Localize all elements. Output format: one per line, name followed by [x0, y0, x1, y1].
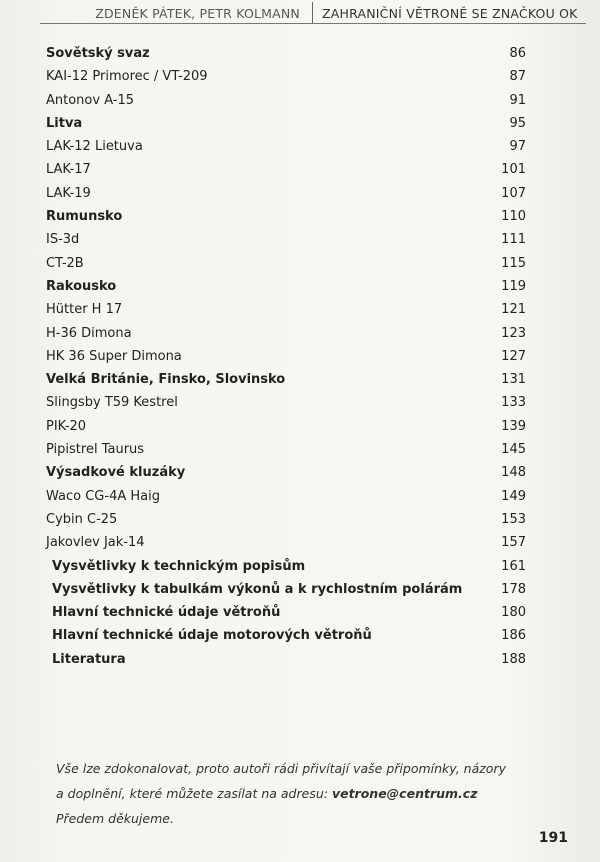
header-authors: ZDENĚK PÁTEK, PETR KOLMANN — [95, 6, 300, 21]
toc-entry-row — [46, 252, 526, 275]
header-title: ZAHRANIČNÍ VĚTRONĚ SE ZNAČKOU OK — [322, 6, 578, 21]
toc-section-row — [46, 648, 526, 671]
toc-page-number: 131 — [501, 372, 526, 388]
toc-page-number: 121 — [501, 302, 526, 318]
toc-label: Literatura — [52, 651, 126, 667]
toc-entry-row — [46, 89, 526, 112]
toc-section-row — [46, 601, 526, 624]
toc-section-row — [46, 578, 526, 601]
toc-label: Litva — [46, 115, 83, 131]
toc-page-number: 101 — [501, 162, 526, 178]
toc-page-number: 139 — [501, 418, 526, 434]
toc-page-number: 148 — [501, 465, 526, 481]
toc-page-number: 119 — [501, 278, 526, 294]
toc-page-number: 186 — [501, 628, 526, 644]
contact-email: vetrone@centrum.cz — [331, 786, 478, 801]
toc-page-number: 95 — [509, 115, 526, 131]
toc-page-number: 87 — [509, 69, 526, 85]
toc-label: Antonov A-15 — [46, 92, 135, 108]
toc-section-row — [46, 112, 526, 135]
toc-label: Hlavní technické údaje větroňů — [52, 605, 281, 621]
toc-page-number: 110 — [501, 209, 526, 225]
toc-page-number: 153 — [501, 511, 526, 527]
toc-page-number: 127 — [501, 348, 526, 364]
toc-label: Vysvětlivky k tabulkám výkonů a k rychlostním polárám — [52, 581, 463, 597]
toc-section-row — [46, 368, 526, 391]
toc-label: Hütter H 17 — [46, 302, 123, 318]
toc-label: Hlavní technické údaje motorových větroňů — [52, 628, 372, 644]
note-line-1: Vše lze zdokonalovat, proto autoři rádi přivítají vaše připomínky, názory — [56, 761, 506, 776]
toc-label: Velká Británie, Finsko, Slovinsko — [46, 372, 286, 388]
toc-label: LAK-12 Lietuva — [46, 139, 143, 155]
toc-entry-row — [46, 531, 526, 554]
toc-section-row — [46, 275, 526, 298]
toc-entry-row — [46, 158, 526, 181]
toc-entry-row — [46, 322, 526, 345]
toc-entry-row — [46, 345, 526, 368]
toc-page-number: 178 — [501, 581, 526, 597]
toc-section-row — [46, 624, 526, 647]
toc-entry-row — [46, 228, 526, 251]
toc-label: Waco CG-4A Haig — [46, 488, 160, 504]
toc-label: LAK-17 — [46, 162, 91, 178]
toc-page-number: 91 — [509, 92, 526, 108]
toc-label: Rumunsko — [46, 209, 123, 225]
toc-label: Rakousko — [46, 278, 117, 294]
toc-section-row — [46, 555, 526, 578]
toc-page-number: 86 — [509, 46, 526, 61]
toc-page-number: 111 — [501, 232, 526, 248]
toc-page-number: 115 — [501, 255, 526, 271]
note-line-2-text: a doplnění, které můžete zasílat na adresu: — [56, 786, 332, 801]
table-of-contents — [46, 42, 526, 671]
toc-section-row — [46, 42, 526, 65]
toc-entry-row — [46, 182, 526, 205]
toc-entry-row — [46, 508, 526, 531]
toc-label: PIK-20 — [46, 418, 87, 434]
toc-entry-row — [46, 135, 526, 158]
toc-page-number: 188 — [501, 651, 526, 667]
toc-label: Jakovlev Jak-14 — [46, 535, 145, 551]
toc-label: Pipistrel Taurus — [46, 442, 145, 458]
toc-page-number: 123 — [501, 325, 526, 341]
toc-label: IS-3d — [46, 232, 80, 248]
toc-label: KAI-12 Primorec / VT-209 — [46, 69, 208, 85]
header-rule — [40, 23, 586, 24]
toc-entry-row — [46, 485, 526, 508]
toc-section-row — [46, 461, 526, 484]
toc-label: Výsadkové kluzáky — [46, 465, 186, 481]
toc-label: HK 36 Super Dimona — [46, 348, 182, 364]
running-header — [0, 0, 600, 26]
toc-page-number: 161 — [501, 558, 526, 574]
toc-label: LAK-19 — [46, 185, 91, 201]
toc-page-number: 149 — [501, 488, 526, 504]
toc-entry-row — [46, 438, 526, 461]
toc-page-number: 157 — [501, 535, 526, 551]
closing-note — [56, 756, 536, 831]
note-line-2 — [56, 781, 536, 806]
toc-label: Vysvětlivky k technickým popisům — [52, 558, 306, 574]
note-line-3: Předem děkujeme. — [56, 811, 174, 826]
toc-page-number: 180 — [501, 605, 526, 621]
toc-page-number: 133 — [501, 395, 526, 411]
toc-entry-row — [46, 65, 526, 88]
header-divider — [312, 2, 313, 24]
toc-entry-row — [46, 415, 526, 438]
toc-section-row — [46, 205, 526, 228]
toc-label: H-36 Dimona — [46, 325, 132, 341]
page-number: 191 — [538, 830, 568, 846]
toc-label: Slingsby T59 Kestrel — [46, 395, 178, 411]
toc-page-number: 107 — [501, 185, 526, 201]
toc-label: Cybin C-25 — [46, 511, 118, 527]
toc-page-number: 145 — [501, 442, 526, 458]
toc-entry-row — [46, 391, 526, 414]
toc-page-number: 97 — [509, 139, 526, 155]
toc-entry-row — [46, 298, 526, 321]
toc-label: CT-2B — [46, 255, 84, 271]
toc-label: Sovětský svaz — [46, 46, 150, 61]
